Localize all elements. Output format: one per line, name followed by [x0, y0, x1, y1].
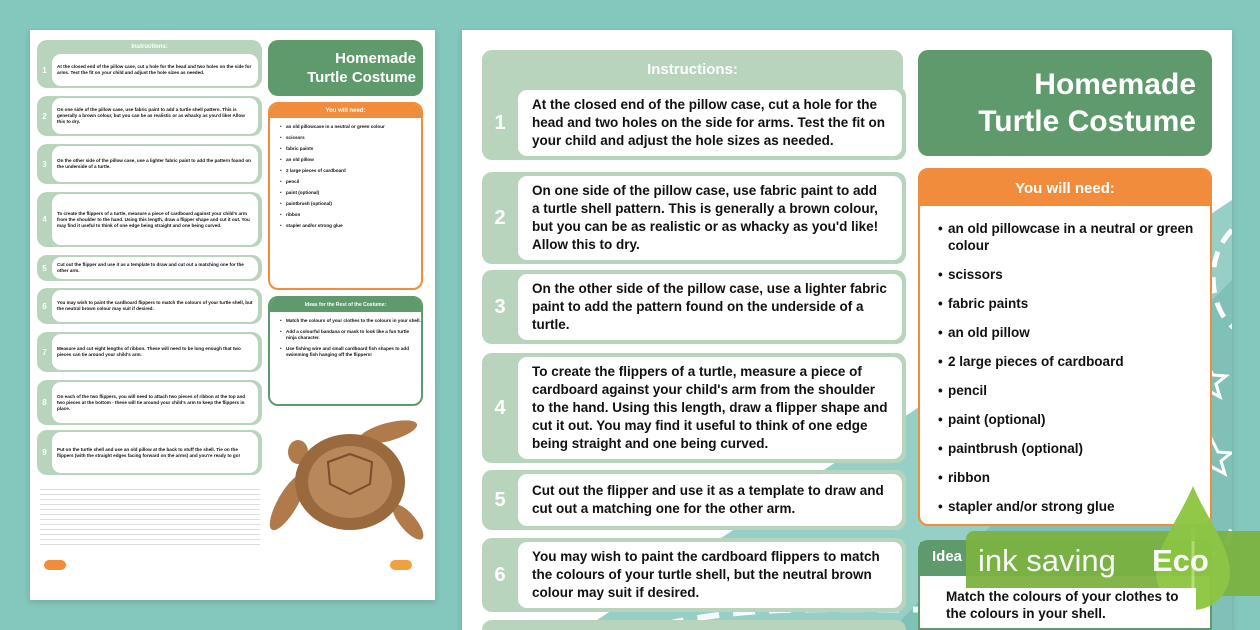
list-item: • an old pillowcase in a neutral or green colour — [948, 220, 1210, 254]
step-text: You may wish to paint the cardboard flippers to match the colours of your turtle shell, but the neutral brown colour may suit if desired. — [52, 290, 258, 322]
ink-saving-badge — [966, 531, 1260, 596]
ideas-heading: Idea — [932, 548, 963, 565]
step-card — [482, 86, 906, 160]
list-item: • scissors — [948, 266, 1210, 283]
step-number: 3 — [494, 295, 506, 318]
list-item: • ribbon — [286, 212, 421, 218]
list-item: • fabric paints — [948, 295, 1210, 312]
list-item: • an old pillowcase in a neutral or green colour — [286, 124, 421, 130]
step-number: 5 — [42, 263, 47, 273]
step-text: Cut out the flipper and use it as a template to draw and cut out a matching one for the other arm. — [52, 257, 258, 279]
need-heading: You will need: — [270, 104, 421, 118]
step-number: 6 — [42, 301, 47, 311]
need-heading: You will need: — [920, 170, 1210, 206]
step-number: 7 — [42, 347, 47, 357]
list-item: • fabric paints — [286, 146, 421, 152]
step-card — [37, 430, 262, 475]
step-card — [37, 380, 262, 425]
list-item: • stapler and/or strong glue — [286, 223, 421, 229]
title-line-2: Turtle Costume — [307, 69, 416, 86]
title-box — [268, 40, 423, 96]
list-item: • ribbon — [948, 469, 1210, 486]
turtle-illustration — [258, 402, 428, 552]
list-item: • an old pillow — [948, 324, 1210, 341]
list-item: • 2 large pieces of cardboard — [948, 353, 1210, 370]
logo — [390, 560, 412, 570]
step-number: 1 — [42, 65, 47, 75]
step-text: On one side of the pillow case, use fabric paint to add a turtle shell pattern. This is generally a brown colour, but you can be as realistic or as whacky as you'd like! Allow this to dry. — [518, 176, 902, 260]
list-item: • paint (optional) — [286, 190, 421, 196]
step-number: 2 — [494, 206, 506, 229]
step-text: On the other side of the pillow case, use a lighter fabric paint to add the pattern found on the underside of a turtle. — [518, 274, 902, 340]
step-number: 2 — [42, 111, 47, 121]
list-item: • pencil — [286, 179, 421, 185]
title-line-2: Turtle Costume — [978, 105, 1196, 138]
step-number: 9 — [42, 448, 47, 457]
title-box — [918, 50, 1212, 156]
step-card-stub — [482, 620, 906, 630]
step-text: On the other side of the pillow case, use a lighter fabric paint to add the pattern found on the underside of a turtle. — [52, 146, 258, 182]
thumbnail-page[interactable] — [30, 30, 435, 600]
step-card — [37, 332, 262, 372]
step-number: 6 — [494, 563, 506, 586]
footer-notes — [40, 485, 260, 545]
step-card — [37, 255, 262, 281]
instructions-heading: Instructions: — [647, 61, 738, 78]
step-number: 1 — [494, 111, 506, 134]
step-text: Cut out the flipper and use it as a template to draw and cut out a matching one for the other arm. — [518, 474, 902, 526]
ink-saving-label: ink saving — [978, 543, 1116, 578]
list-item: • pencil — [948, 382, 1210, 399]
step-number: 5 — [494, 488, 506, 511]
step-number: 3 — [42, 159, 47, 169]
step-card — [37, 96, 262, 136]
ideas-heading: Ideas for the Rest of the Costume: — [270, 298, 421, 312]
list-item: • paintbrush (optional) — [286, 201, 421, 207]
step-text: You may wish to paint the cardboard flippers to match the colours of your turtle shell, but the neutral brown colour may suit if desired. — [518, 542, 902, 608]
step-text: On one side of the pillow case, use fabric paint to add a turtle shell pattern. This is generally a brown colour, but you can be as realistic or as whacky as you'd like! Allow this to dry. — [52, 98, 258, 134]
step-text: On each of the two flippers, you will need to attach two pieces of ribbon at the top and two pieces at the bottom - these will tie around your child's arm to keep the flippers in place. — [52, 382, 258, 423]
step-card — [482, 353, 906, 463]
list-item: • paintbrush (optional) — [948, 440, 1210, 457]
step-card — [37, 52, 262, 88]
list-item: • an old pillow — [286, 157, 421, 163]
list-item: • paint (optional) — [948, 411, 1210, 428]
step-text: Put on the turtle shell and use an old pillow at the back to stuff the shell. Tie on the flippers (with the straight edges facing forward on the arms) and you're ready to go! — [52, 432, 258, 473]
list-item: • 2 large pieces of cardboard — [286, 168, 421, 174]
step-card — [482, 270, 906, 344]
title-line-1: Homemade — [335, 50, 416, 67]
eco-label: Eco — [1152, 543, 1209, 578]
instructions-heading: Instructions: — [131, 44, 168, 50]
list-item: • stapler and/or strong glue — [948, 498, 1210, 515]
step-text: At the closed end of the pillow case, cut a hole for the head and two holes on the side for arms. Test the fit on your child and adjust the hole sizes as needed. — [518, 90, 902, 156]
step-number: 4 — [42, 215, 47, 224]
list-item: • scissors — [286, 135, 421, 141]
step-card — [482, 172, 906, 264]
list-item: • Add a colourful bandana or mask to look like a fun turtle ninja character. — [286, 329, 421, 341]
step-number: 8 — [42, 398, 47, 407]
step-card — [482, 470, 906, 530]
step-text: At the closed end of the pillow case, cut a hole for the head and two holes on the side for arms. Test the fit on your child and adjust the hole sizes as needed. — [52, 54, 258, 86]
step-card — [37, 288, 262, 324]
logo — [44, 560, 66, 570]
you-will-need-box — [918, 168, 1212, 526]
list-item: • Match the colours of your clothes to the colours in your shell. — [286, 318, 421, 324]
step-number: 4 — [494, 396, 506, 419]
ideas-item: Match the colours of your clothes to the colours in your shell. — [946, 588, 1196, 622]
step-text: Measure and cut eight lengths of ribbon. These will need to be long enough that two pieces can tie around your child's arm. — [52, 334, 258, 370]
step-card — [482, 538, 906, 612]
you-will-need-box — [268, 102, 423, 290]
ideas-box — [268, 296, 423, 406]
step-text: To create the flippers of a turtle, measure a piece of cardboard against your child's arm from the shoulder to the hand. Using this length, draw a flipper shape and cut it out. You may find it useful to think of one edge being straight and one being curved. — [52, 194, 258, 245]
title-line-1: Homemade — [1034, 68, 1196, 101]
step-card — [37, 192, 262, 247]
step-text: To create the flippers of a turtle, measure a piece of cardboard against your child's arm from the shoulder to the hand. Using this length, draw a flipper shape and cut it out. You may find it useful to think of one edge being straight and one being curved. — [518, 357, 902, 459]
list-item: • Use fishing wire and small cardboard fish shapes to add swimming fish hanging off the flippers! — [286, 346, 421, 358]
step-card — [37, 144, 262, 184]
